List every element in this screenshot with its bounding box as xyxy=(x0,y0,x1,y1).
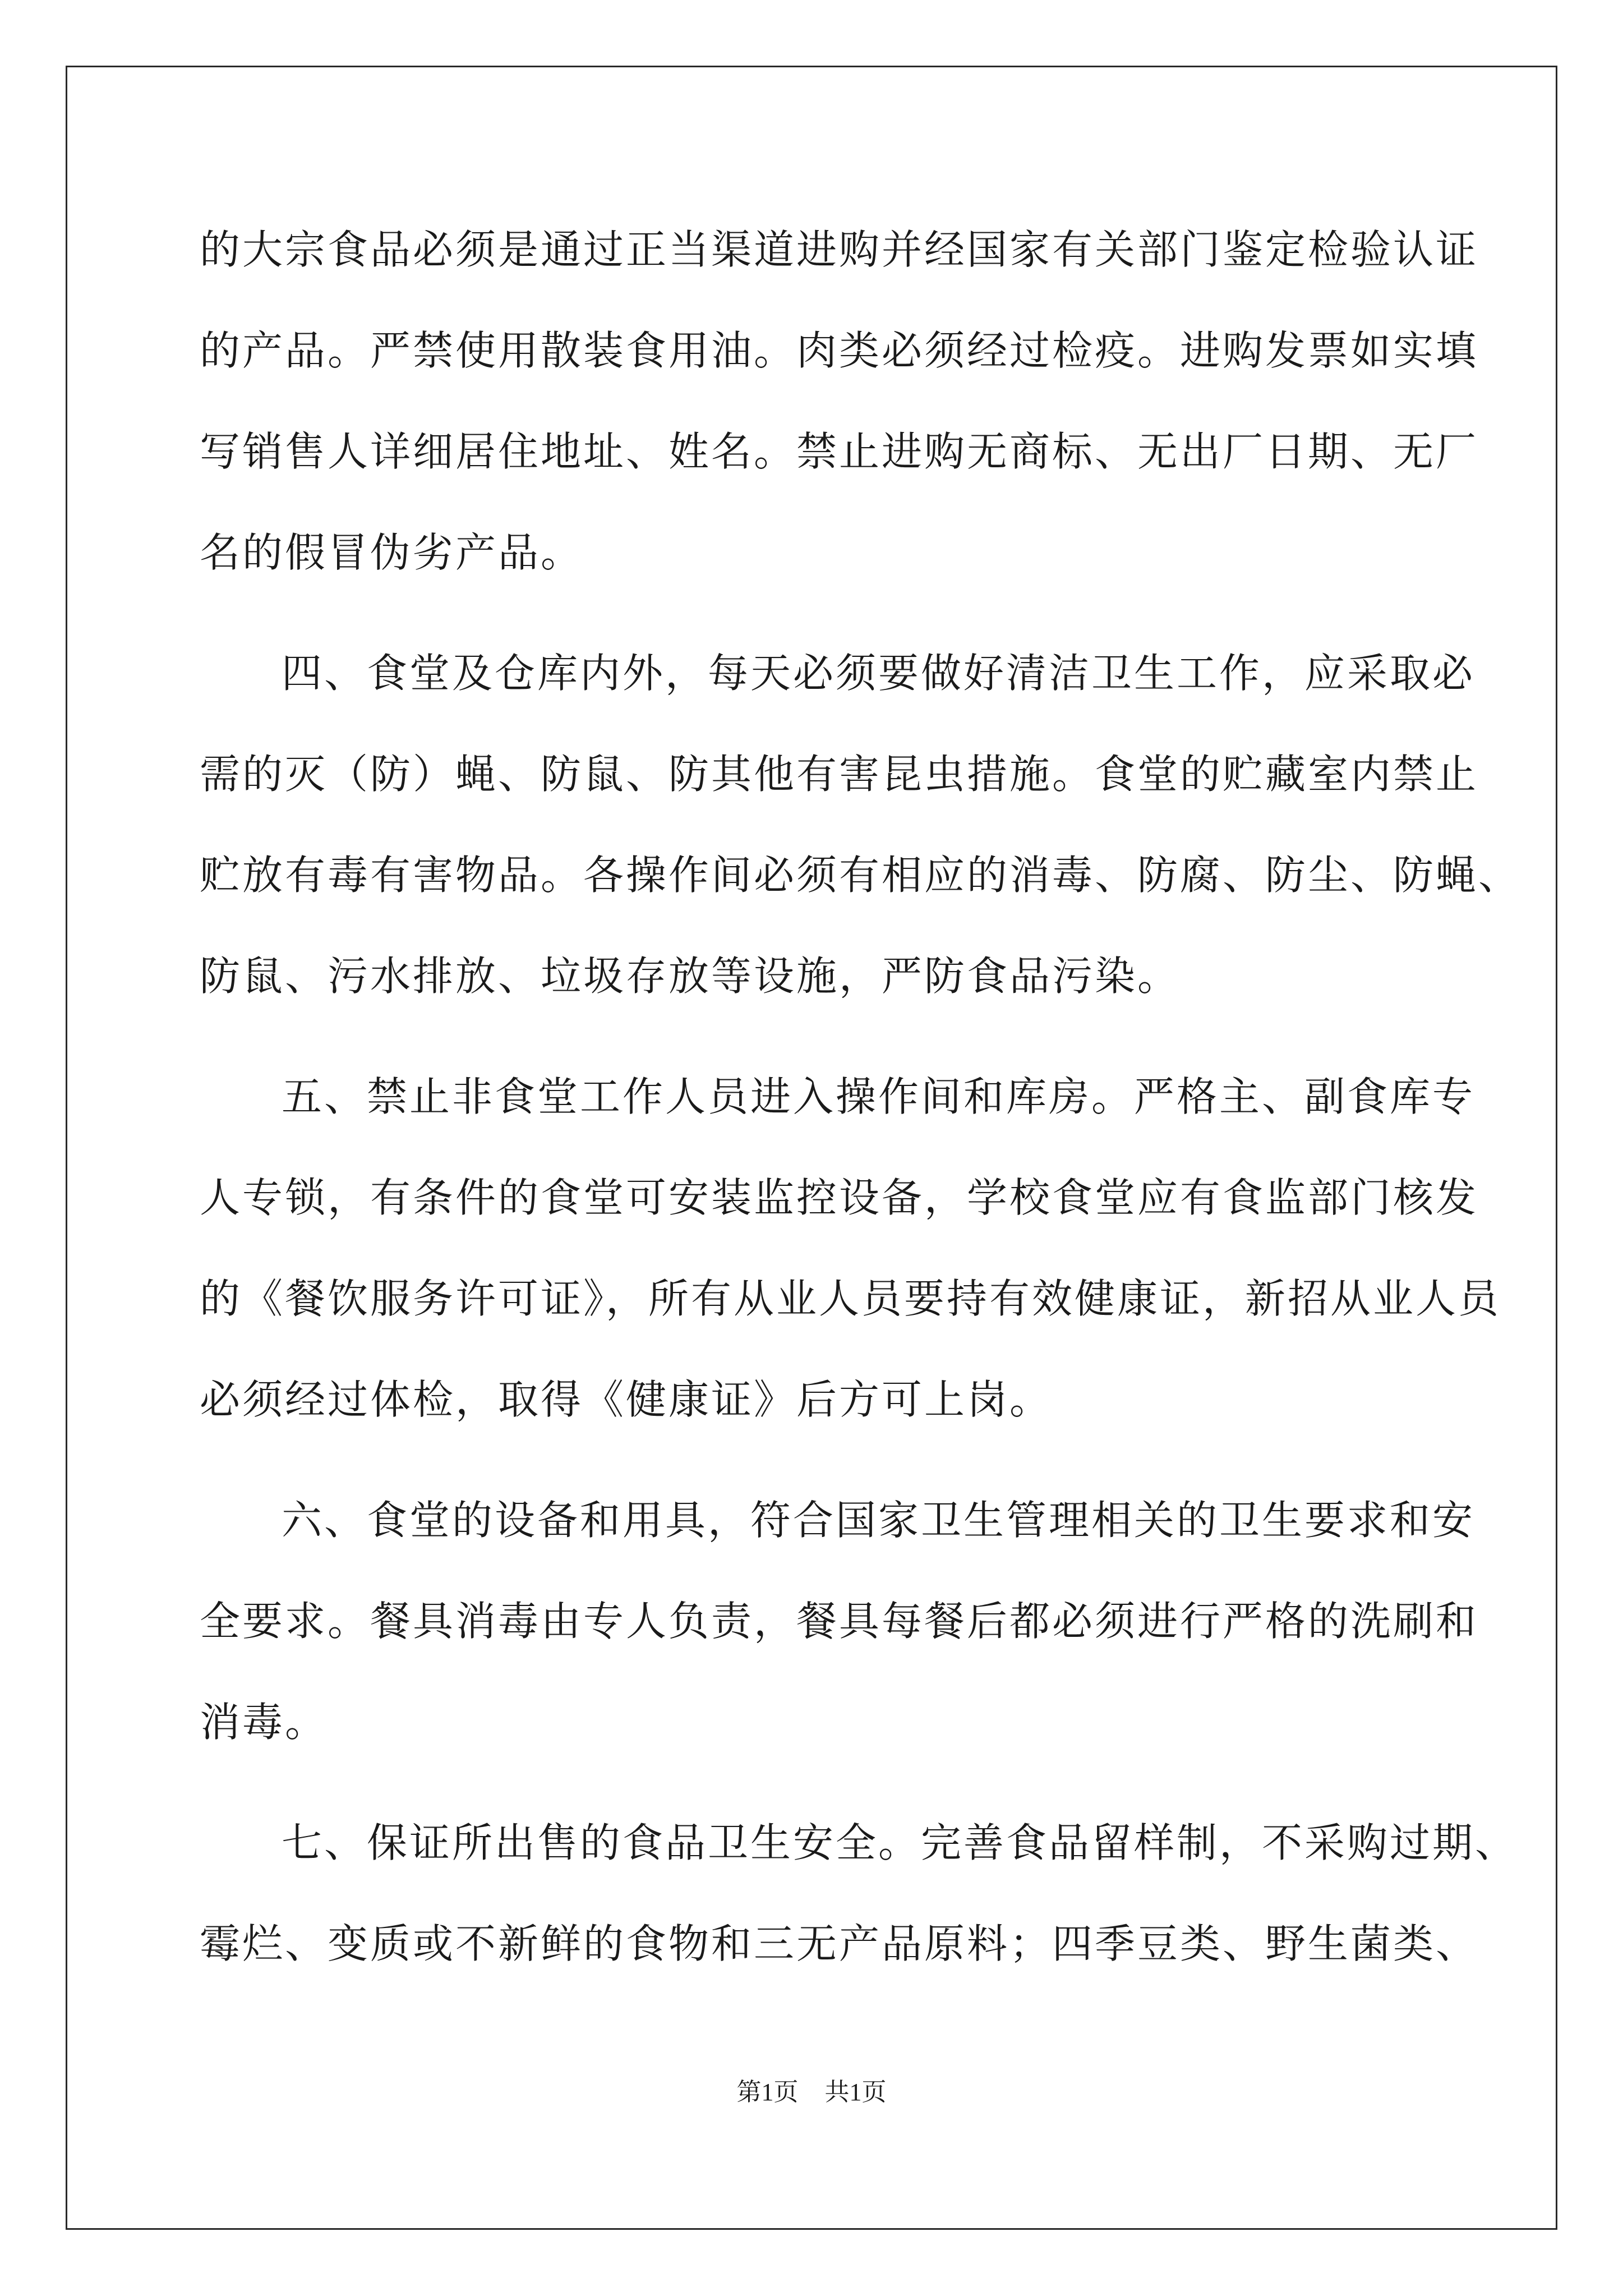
paragraph-4-first-line: 四、食堂及仓库内外，每天必须要做好清洁卫生工作，应采取必 xyxy=(282,650,1476,697)
page-number: 第1页 xyxy=(736,2078,799,2106)
page-total: 共1页 xyxy=(824,2078,887,2106)
paragraph-6-first-line: 六、食堂的设备和用具，符合国家卫生管理相关的卫生要求和安 xyxy=(282,1497,1476,1544)
body-line: 全要求。餐具消毒由专人负责，餐具每餐后都必须进行严格的洗刷和 xyxy=(200,1598,1479,1645)
body-line: 的产品。严禁使用散装食用油。肉类必须经过检疫。进购发票如实填 xyxy=(200,327,1479,374)
page-footer xyxy=(0,2076,1623,2109)
body-line: 必须经过体检，取得《健康证》后方可上岗。 xyxy=(200,1376,1053,1423)
paragraph-5-first-line: 五、禁止非食堂工作人员进入操作间和库房。严格主、副食库专 xyxy=(282,1073,1476,1120)
body-line: 需的灭（防）蝇、防鼠、防其他有害昆虫措施。食堂的贮藏室内禁止 xyxy=(200,751,1479,798)
body-line: 人专锁，有条件的食堂可安装监控设备，学校食堂应有食监部门核发 xyxy=(200,1174,1479,1221)
body-line: 的《餐饮服务许可证》，所有从业人员要持有效健康证，新招从业人员 xyxy=(200,1275,1501,1322)
body-line: 的大宗食品必须是通过正当渠道进购并经国家有关部门鉴定检验认证 xyxy=(200,226,1479,273)
page-frame xyxy=(66,66,1557,2230)
paragraph-7-first-line: 七、保证所出售的食品卫生安全。完善食品留样制，不采购过期、 xyxy=(282,1819,1518,1866)
body-line: 名的假冒伪劣产品。 xyxy=(200,529,584,576)
body-line: 写销售人详细居住地址、姓名。禁止进购无商标、无出厂日期、无厂 xyxy=(200,428,1479,475)
body-line: 消毒。 xyxy=(200,1699,328,1746)
body-line: 霉烂、变质或不新鲜的食物和三无产品原料；四季豆类、野生菌类、 xyxy=(200,1920,1479,1967)
body-line: 防鼠、污水排放、垃圾存放等设施，严防食品污染。 xyxy=(200,953,1181,1000)
body-line: 贮放有毒有害物品。各操作间必须有相应的消毒、防腐、防尘、防蝇、 xyxy=(200,852,1521,899)
